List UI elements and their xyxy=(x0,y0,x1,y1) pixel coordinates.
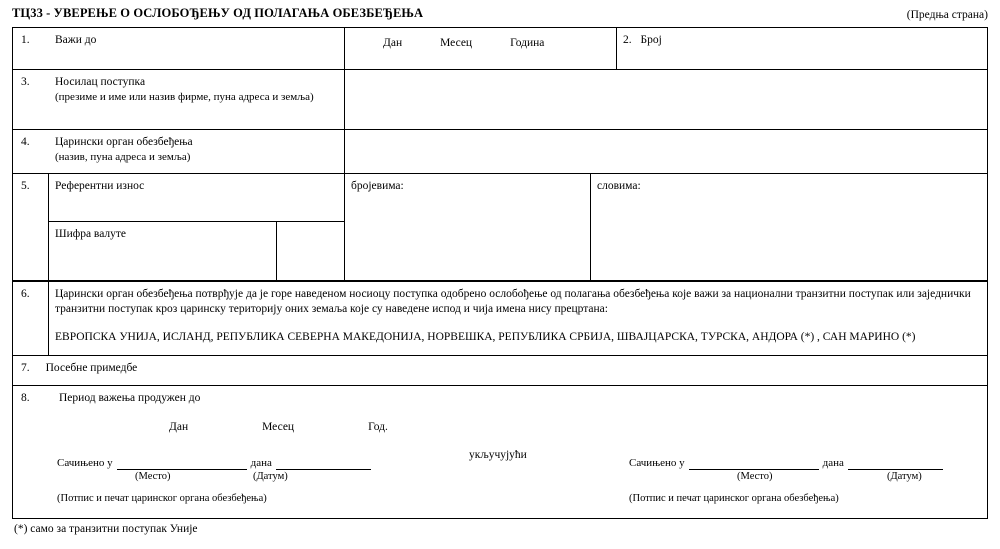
signature-left-place-label: (Место) xyxy=(135,471,171,483)
field-5-currency-input[interactable] xyxy=(277,222,345,280)
field-3-input-area[interactable] xyxy=(345,70,987,129)
field-2-cell[interactable] xyxy=(617,28,987,69)
signature-right-line-row[interactable] xyxy=(629,456,1000,470)
signature-right-stamp-note: (Потпис и печат царинског органа обезбеђења) xyxy=(629,493,839,505)
signature-right-date-label: (Датум) xyxy=(887,471,922,483)
form-row-5 xyxy=(13,174,987,281)
field-5-numbers-label: бројевима: xyxy=(351,180,404,192)
field-8-year-label: Год. xyxy=(368,420,388,433)
field-8-label: Период важења продужен до xyxy=(59,392,201,405)
field-1-label: Важи до xyxy=(55,34,97,46)
field-5-label-cell xyxy=(49,174,345,222)
field-4-number: 4. xyxy=(21,136,30,148)
page-side-note: (Предња страна) xyxy=(906,9,988,21)
signature-right-place-input[interactable] xyxy=(689,458,819,470)
form-table xyxy=(12,27,988,519)
form-row-7 xyxy=(13,356,987,386)
field-5-left-column xyxy=(49,174,345,280)
signature-right-day-word: дана xyxy=(822,457,844,470)
field-1-year-label: Година xyxy=(510,37,545,49)
signature-right-date-input[interactable] xyxy=(848,458,943,470)
signature-left-sublabels xyxy=(57,470,497,483)
field-2-label: Број xyxy=(640,34,662,46)
signature-right-made-in-label: Сачињено у xyxy=(629,457,685,470)
form-row-8 xyxy=(13,386,987,518)
signature-left-line-row[interactable] xyxy=(57,456,497,470)
field-8-date-labels xyxy=(59,420,981,435)
field-6-country-list[interactable]: ЕВРОПСКА УНИЈА, ИСЛАНД, РЕПУБЛИКА СЕВЕРНА МАКЕДОНИЈА, НОРВЕШКА, РЕПУБЛИКА СРБИЈА, ШВАЈЦАРСКА, ТУРСКА, АНДОРА (*) , САН МАРИНО (*) xyxy=(55,331,916,344)
form-row-3 xyxy=(13,70,987,130)
signature-left-date-label: (Датум) xyxy=(253,471,288,483)
field-3-sublabel: (презиме и име или назив фирме, пуна адреса и земља) xyxy=(55,90,314,103)
signature-left-day-word: дана xyxy=(250,457,272,470)
signature-block-right xyxy=(629,456,1000,506)
field-3-number: 3. xyxy=(21,76,30,88)
field-8-day-label: Дан xyxy=(169,420,189,433)
form-row-1 xyxy=(13,28,987,70)
signature-left-made-in-label: Сачињено у xyxy=(57,457,113,470)
field-4-input-area[interactable] xyxy=(345,130,987,173)
field-3-label: Носилац поступка xyxy=(55,76,146,88)
field-1-month-label: Месец xyxy=(440,37,473,49)
field-4-sublabel: (назив, пуна адреса и земља) xyxy=(55,150,191,163)
signature-area xyxy=(49,456,987,514)
field-4-label: Царински орган обезбеђења xyxy=(55,136,193,148)
field-5-label: Референтни износ xyxy=(55,180,145,192)
field-5-currency-label: Шифра валуте xyxy=(55,228,127,240)
field-5-currency-label-cell xyxy=(49,222,277,280)
form-row-6 xyxy=(13,281,987,356)
field-6-content xyxy=(49,282,987,355)
field-8-number: 8. xyxy=(21,392,30,405)
field-4-label-cell xyxy=(49,130,345,173)
field-3-label-cell xyxy=(49,70,345,129)
field-8-including-label: укључујући xyxy=(469,449,527,462)
field-5-currency-row xyxy=(49,222,345,280)
field-1-date-cell[interactable] xyxy=(345,28,617,69)
field-5-words-label: словима: xyxy=(597,180,641,192)
field-6-text: Царински орган обезбеђења потврђује да је горе наведеном носиоцу поступка одобрено ослобођење од полагања обезбеђења које важи за национални транзитни поступак или заједнички транзитни поступак кроз царинску територију оних земаља које су наведене испод и чија имена нису прецртана: xyxy=(55,288,971,315)
signature-left-stamp-note: (Потпис и печат царинског органа обезбеђења) xyxy=(57,493,267,505)
signature-block-left xyxy=(57,456,497,506)
field-8-month-label: Месец xyxy=(262,420,295,433)
field-1-number: 1. xyxy=(21,34,30,46)
signature-right-place-label: (Место) xyxy=(737,471,773,483)
footnote: (*) само за транзитни поступак Уније xyxy=(14,523,198,536)
signature-left-place-input[interactable] xyxy=(117,458,247,470)
field-7-number: 7. xyxy=(21,362,30,375)
document-header xyxy=(12,6,988,21)
page-title: ТЦ33 - УВЕРЕЊЕ О ОСЛОБОЂЕЊУ ОД ПОЛАГАЊА ОБЕЗБЕЂЕЊА xyxy=(12,6,424,20)
field-5-numbers-cell[interactable] xyxy=(345,174,591,280)
form-row-4 xyxy=(13,130,987,174)
field-7-label[interactable]: Посебне примедбе xyxy=(45,362,138,375)
field-1-day-label: Дан xyxy=(383,37,403,49)
signature-right-sublabels xyxy=(629,470,1000,483)
field-5-number: 5. xyxy=(13,174,49,280)
field-1-label-cell xyxy=(49,28,345,69)
field-2-number: 2. xyxy=(623,34,632,46)
signature-left-date-input[interactable] xyxy=(276,458,371,470)
field-6-number: 6. xyxy=(13,282,49,355)
field-5-words-cell[interactable] xyxy=(591,174,987,280)
field-8-content xyxy=(49,386,987,518)
